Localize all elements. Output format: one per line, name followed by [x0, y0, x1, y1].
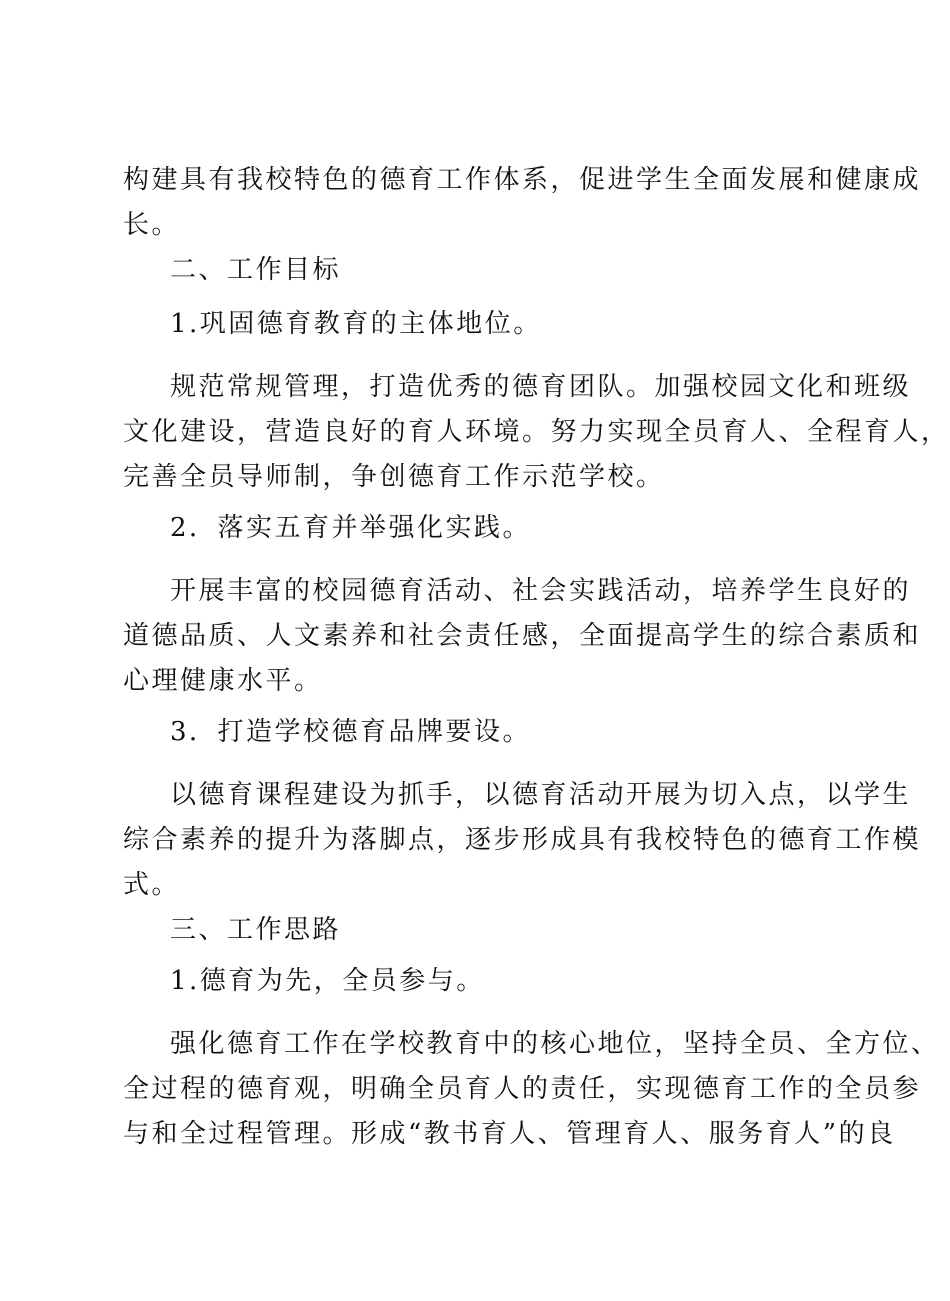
body-text-line: 构建具有我校特色的德育工作体系，促进学生全面发展和健康成 [123, 165, 922, 195]
section-heading-approach: 三、工作思路 [170, 915, 342, 945]
body-text-line: 完善全员导师制，争创德育工作示范学校。 [123, 462, 665, 492]
section-heading-goals: 二、工作目标 [170, 255, 342, 285]
body-text-line: 综合素养的提升为落脚点，逐步形成具有我校特色的德育工作模 [123, 825, 922, 855]
goal-item-2-heading: 2．落实五育并举强化实践。 [170, 513, 532, 543]
goal-item-3-heading: 3．打造学校德育品牌要设。 [170, 717, 532, 747]
body-text-line: 以德育课程建设为抓手，以德育活动开展为切入点，以学生 [170, 780, 912, 810]
body-text-line: 与和全过程管理。形成“教书育人、管理育人、服务育人”的良 [123, 1119, 896, 1149]
body-text-line: 长。 [123, 210, 181, 240]
body-text-line: 文化建设，营造良好的育人环境。努力实现全员育人、全程育人， [123, 417, 950, 447]
body-text-line: 道德品质、人文素养和社会责任感，全面提高学生的综合素质和 [123, 621, 922, 651]
body-text-line: 强化德育工作在学校教育中的核心地位，坚持全员、全方位、 [170, 1029, 940, 1059]
body-text-line: 规范常规管理，打造优秀的德育团队。加强校园文化和班级 [170, 372, 912, 402]
body-text-line: 心理健康水平。 [123, 666, 323, 696]
body-text-line: 全过程的德育观，明确全员育人的责任，实现德育工作的全员参 [123, 1074, 922, 1104]
goal-item-1-heading: 1.巩固德育教育的主体地位。 [170, 309, 542, 339]
body-text-line: 式。 [123, 870, 181, 900]
approach-item-1-heading: 1.德育为先，全员参与。 [170, 966, 485, 996]
body-text-line: 开展丰富的校园德育活动、社会实践活动，培养学生良好的 [170, 576, 912, 606]
